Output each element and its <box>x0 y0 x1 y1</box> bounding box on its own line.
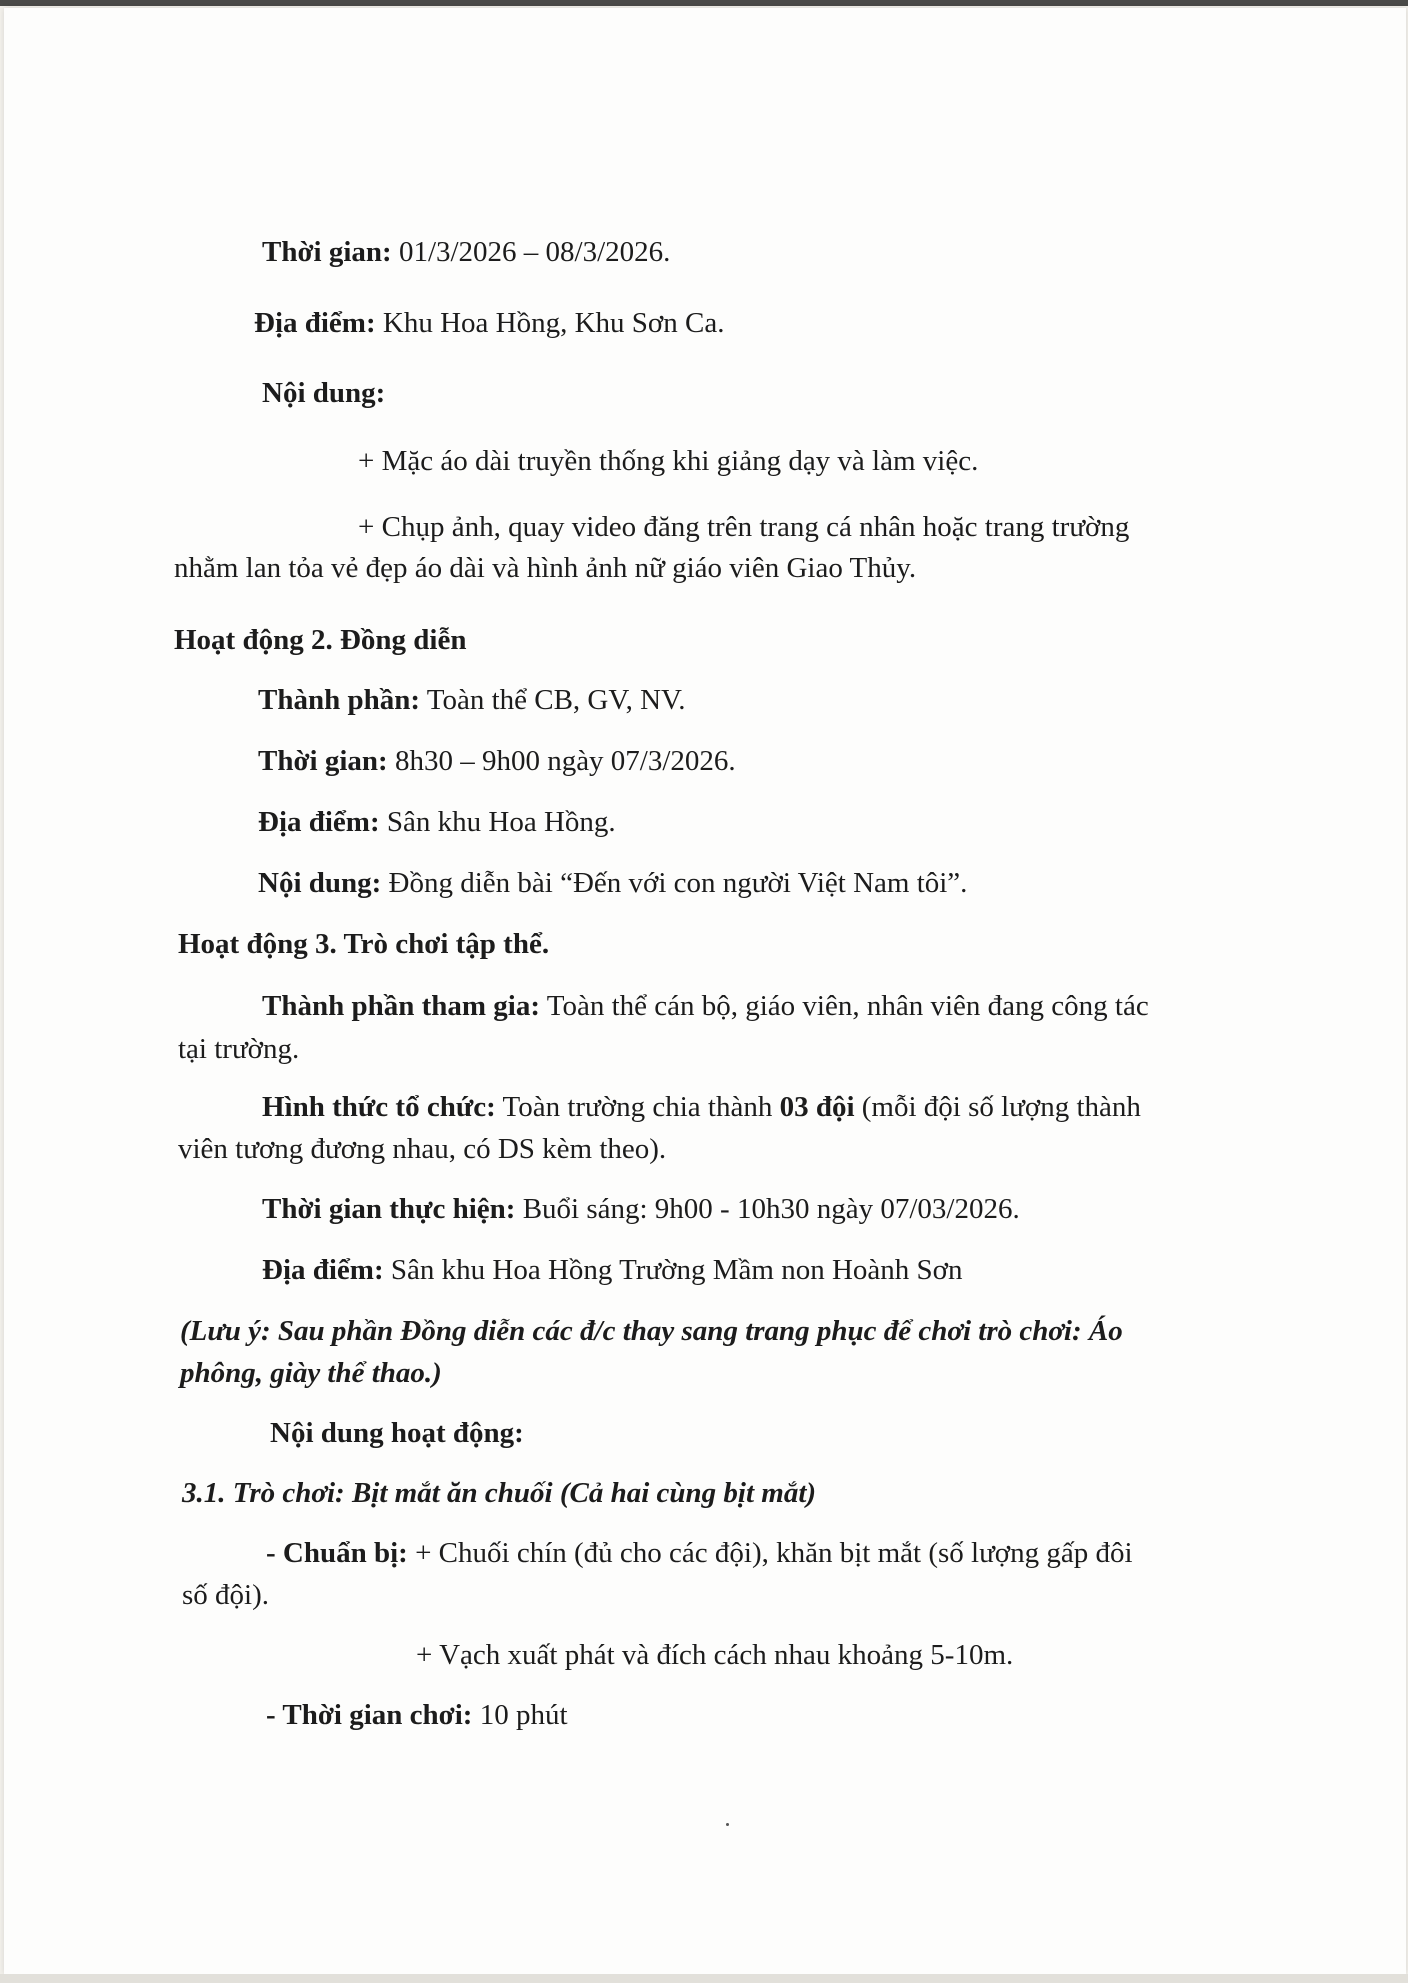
a2-place-line <box>258 803 616 841</box>
a1-time-line <box>262 233 670 271</box>
a3-content-heading: Nội dung hoạt động: <box>270 1417 524 1449</box>
a2-content-value: Đồng diễn bài “Đến với con người Việt Nam tôi”. <box>381 867 968 899</box>
a1-place-line <box>254 304 724 342</box>
prep-line1 <box>266 1534 1133 1572</box>
a3-participants-line2: tại trường. <box>178 1033 300 1065</box>
prep-label: - Chuẩn bị: <box>266 1537 408 1569</box>
a3-participants-value: Toàn thể cán bộ, giáo viên, nhân viên đang công tác <box>540 990 1149 1022</box>
a3-time-line <box>262 1190 1020 1228</box>
play-time-value: 10 phút <box>472 1699 568 1731</box>
a3-place-line <box>262 1251 963 1289</box>
a3-place-label: Địa điểm: <box>262 1254 384 1286</box>
a3-time-value: Buổi sáng: 9h00 - 10h30 ngày 07/03/2026. <box>515 1193 1020 1225</box>
a3-format-value-b: (mỗi đội số lượng thành <box>854 1091 1141 1123</box>
a3-format-value-a: Toàn trường chia thành <box>495 1091 780 1123</box>
a2-content-line <box>258 864 967 902</box>
a1-content-label: Nội dung: <box>262 377 386 409</box>
a1-place-label: Địa điểm: <box>254 307 376 339</box>
a1-item2-line2: nhằm lan tỏa vẻ đẹp áo dài và hình ảnh nữ giáo viên Giao Thủy. <box>174 552 917 584</box>
activity3-heading: Hoạt động 3. Trò chơi tập thể. <box>178 928 550 960</box>
photo-top-edge <box>0 0 1408 6</box>
a3-note-line1: (Lưu ý: Sau phần Đồng diễn các đ/c thay sang trang phục để chơi trò chơi: Áo <box>180 1315 1123 1347</box>
a2-time-label: Thời gian: <box>258 745 388 777</box>
a3-format-teams: 03 đội <box>779 1091 855 1123</box>
a3-format-line1 <box>262 1088 1141 1126</box>
a2-content-label: Nội dung: <box>258 867 382 899</box>
a2-members-value: Toàn thể CB, GV, NV. <box>420 684 686 716</box>
a2-members-label: Thành phần: <box>258 684 421 716</box>
activity2-heading: Hoạt động 2. Đồng diễn <box>174 624 467 656</box>
a2-members-line <box>258 681 685 719</box>
prep-value: + Chuối chín (đủ cho các đội), khăn bịt mắt (số lượng gấp đôi <box>407 1537 1133 1569</box>
play-time-label: - Thời gian chơi: <box>266 1699 473 1731</box>
a3-format-line2: viên tương đương nhau, có DS kèm theo). <box>178 1133 667 1165</box>
a2-place-value: Sân khu Hoa Hồng. <box>379 806 616 838</box>
a2-time-value: 8h30 – 9h00 ngày 07/3/2026. <box>387 745 736 777</box>
prep-item2: + Vạch xuất phát và đích cách nhau khoảng 5-10m. <box>416 1639 1014 1671</box>
prep-line2: số đội). <box>182 1579 269 1611</box>
a3-time-label: Thời gian thực hiện: <box>262 1193 516 1225</box>
a1-item1: + Mặc áo dài truyền thống khi giảng dạy và làm việc. <box>358 445 979 477</box>
game1-title: 3.1. Trò chơi: Bịt mắt ăn chuối (Cả hai cùng bịt mắt) <box>182 1477 817 1509</box>
a2-place-label: Địa điểm: <box>258 806 380 838</box>
play-time-line <box>266 1696 568 1734</box>
a3-participants-line1 <box>262 987 1149 1025</box>
a3-note-line2: phông, giày thể thao.) <box>180 1357 442 1389</box>
a1-time-label: Thời gian: <box>262 236 392 268</box>
a1-item2-line1: + Chụp ảnh, quay video đăng trên trang cá nhân hoặc trang trường <box>358 511 1130 543</box>
a3-format-label: Hình thức tổ chức: <box>262 1091 496 1123</box>
a2-time-line <box>258 742 736 780</box>
a1-place-value: Khu Hoa Hồng, Khu Sơn Ca. <box>375 307 725 339</box>
document-page <box>4 8 1406 1974</box>
photo-bottom-edge <box>0 1974 1408 1983</box>
a1-time-value: 01/3/2026 – 08/3/2026. <box>391 236 671 268</box>
a3-place-value: Sân khu Hoa Hồng Trường Mầm non Hoành Sơn <box>383 1254 963 1286</box>
paper-speck <box>726 1823 729 1826</box>
a3-participants-label: Thành phần tham gia: <box>262 990 541 1022</box>
